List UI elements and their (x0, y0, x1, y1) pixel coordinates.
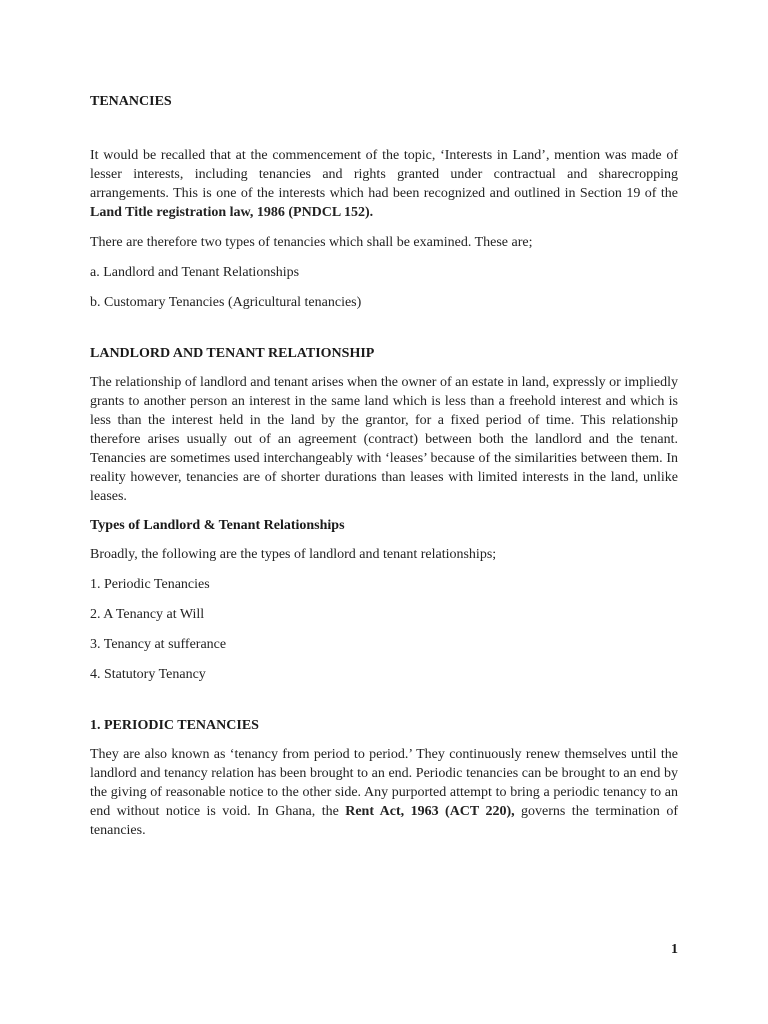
periodic-text-2: governs the termination of tenancies. (90, 804, 678, 838)
landlord-tenant-paragraph: The relationship of landlord and tenant arises when the owner of an estate in land, expressly or impliedly grants to another person an interest in the same land which is less than a freehold interest and which is less than the interest held in the land by the grantor, for a fixed period of time. This relationship therefore arises usually out of an agreement (contract) between both the landlord and the tenant. Tenancies are sometimes used interchangeably with ‘leases’ because of the similarities between them. In reality however, tenancies are of shorter durations than leases with limited interests in the land, unlike leases. (90, 375, 678, 504)
relationship-item-1: 1. Periodic Tenancies (90, 577, 210, 592)
intro-text: It would be recalled that at the commencement of the topic, ‘Interests in Land’, mention was made of lesser interests, including tenancies and rights granted under contractual and sharecropping arrangements. This is one of the interests which had been recognized and outlined in Section 19 of the (90, 148, 678, 201)
document-title: TENANCIES (90, 94, 172, 109)
types-subheading: Types of Landlord & Tenant Relationships (90, 518, 345, 533)
landlord-tenant-heading: LANDLORD AND TENANT RELATIONSHIP (90, 346, 375, 361)
type-item-a: a. Landlord and Tenant Relationships (90, 265, 300, 280)
page-content (90, 82, 678, 840)
relationship-item-4: 4. Statutory Tenancy (90, 667, 206, 682)
intro-paragraph (90, 146, 678, 222)
page-number: 1 (671, 942, 678, 957)
types-intro-paragraph: There are therefore two types of tenancies which shall be examined. These are; (90, 235, 533, 250)
relationship-item-2: 2. A Tenancy at Will (90, 607, 205, 622)
periodic-tenancies-heading: 1. PERIODIC TENANCIES (90, 718, 259, 733)
periodic-text-1: They are also known as ‘tenancy from period to period.’ They continuously renew themselves until the landlord and tenancy relation has been brought to an end. Periodic tenancies can be brought to an end by the giving of reasonable notice to the other side. Any purported attempt to bring a periodic tenancy to an end without notice is void. In Ghana, the (90, 747, 678, 819)
types-relationships-intro: Broadly, the following are the types of landlord and tenant relationships; (90, 547, 497, 562)
type-item-b: b. Customary Tenancies (Agricultural tenancies) (90, 295, 362, 310)
rent-act-citation: Rent Act, 1963 (ACT 220), (345, 804, 515, 819)
periodic-tenancies-paragraph (90, 745, 678, 840)
relationship-item-3: 3. Tenancy at sufferance (90, 637, 227, 652)
intro-law-citation: Land Title registration law, 1986 (PNDCL 152). (90, 205, 374, 220)
